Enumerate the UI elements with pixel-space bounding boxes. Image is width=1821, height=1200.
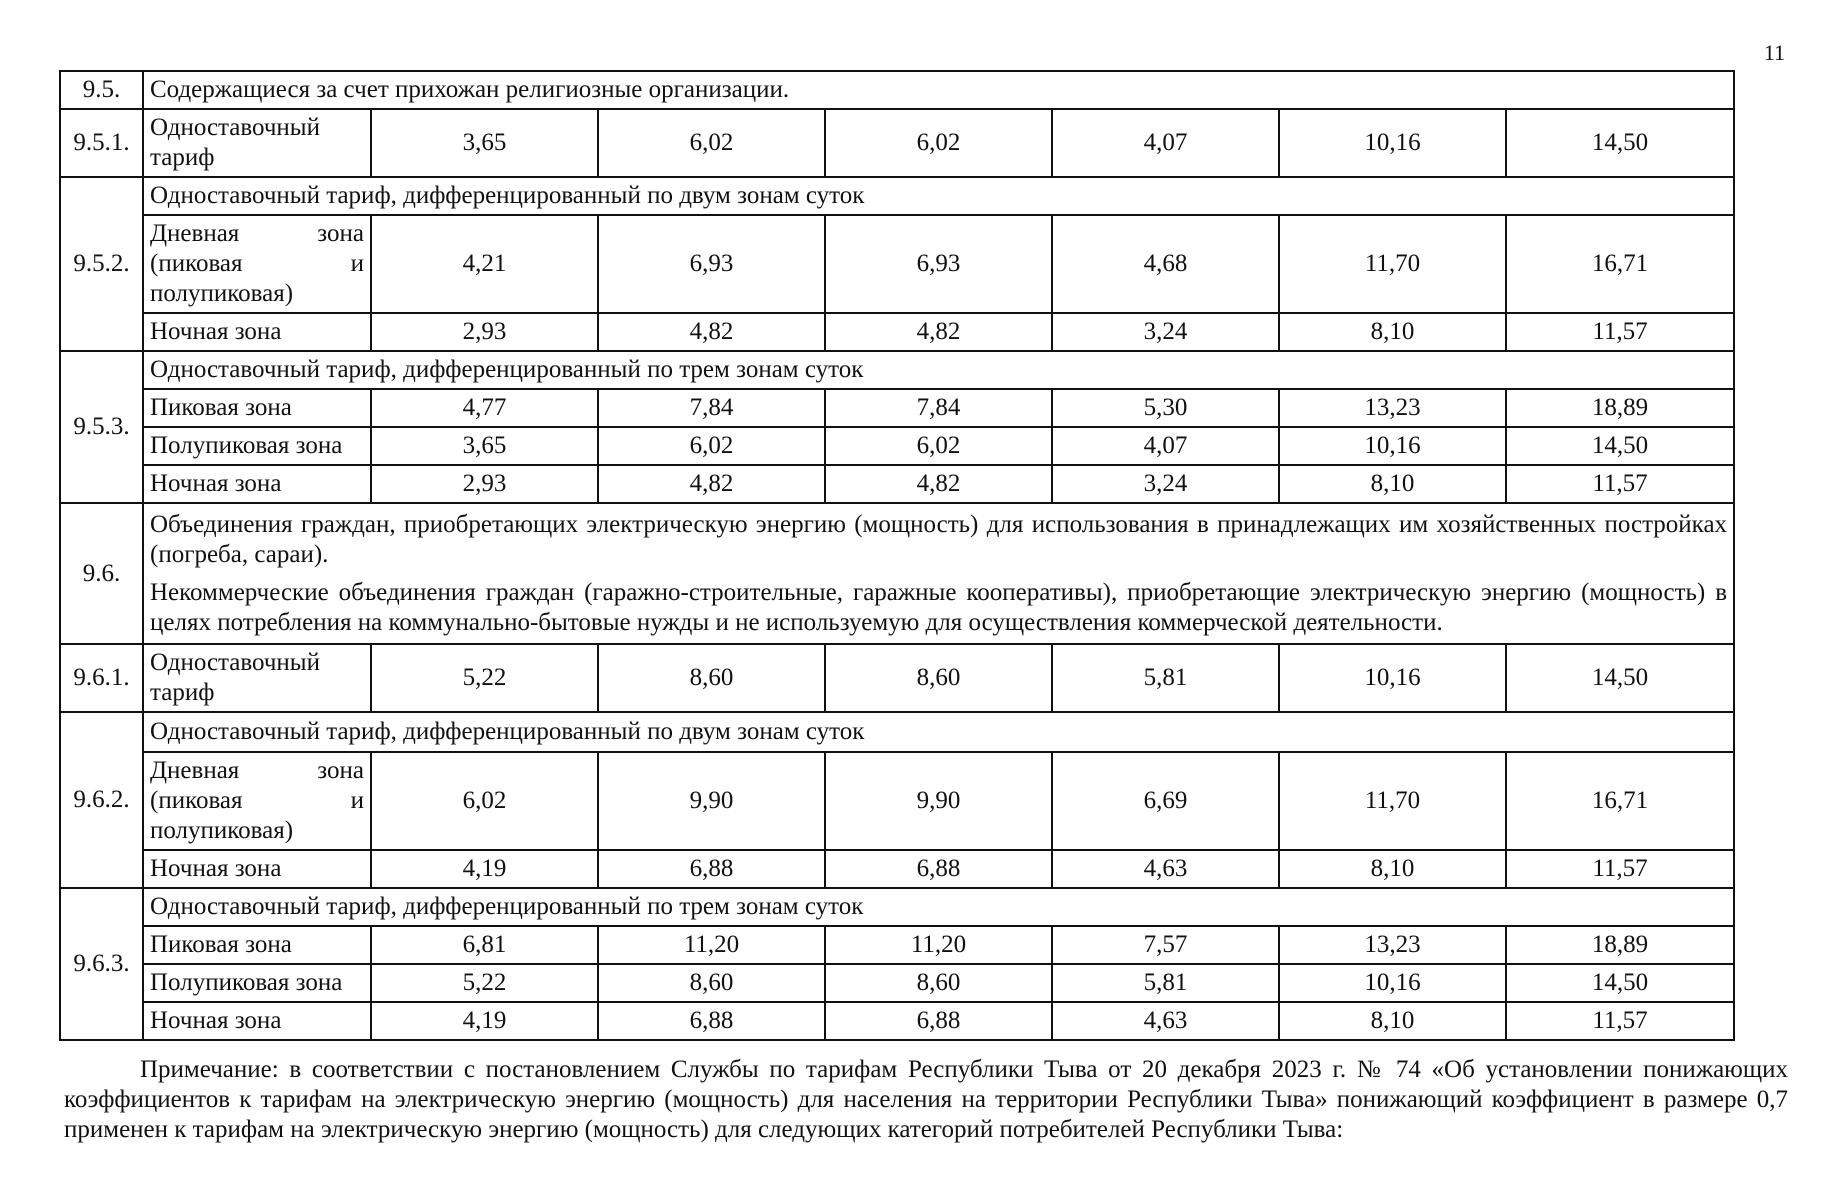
tariff-value: 4,82 bbox=[598, 465, 825, 503]
tariff-name: Полупиковая зона bbox=[143, 427, 371, 465]
tariff-value: 11,57 bbox=[1506, 465, 1734, 503]
tariff-name: Полупиковая зона bbox=[143, 964, 371, 1002]
tariff-value: 8,10 bbox=[1279, 850, 1506, 888]
tariff-name: Ночная зона bbox=[143, 313, 371, 351]
tariff-value: 6,81 bbox=[371, 926, 598, 964]
tariff-value: 6,02 bbox=[598, 109, 825, 177]
table-row bbox=[60, 389, 1734, 427]
tariff-value: 7,84 bbox=[598, 389, 825, 427]
tariff-value: 4,82 bbox=[598, 313, 825, 351]
tariff-value: 14,50 bbox=[1506, 964, 1734, 1002]
tariff-value: 8,60 bbox=[825, 964, 1052, 1002]
table-row bbox=[60, 712, 1734, 752]
tariff-value: 11,70 bbox=[1279, 752, 1506, 850]
row-number: 9.6. bbox=[60, 503, 143, 644]
tariff-name: Одноставочный тариф bbox=[143, 109, 371, 177]
row-number: 9.6.3. bbox=[60, 888, 143, 1040]
tariff-name: Пиковая зона bbox=[143, 926, 371, 964]
tariff-value: 4,21 bbox=[371, 215, 598, 313]
note-paragraph: Примечание: в соответствии с постановлением Службы по тарифам Республики Тыва от 20 декабря 2023 г. № 74 «Об установлении понижающих коэффициентов к тарифам на электрическую энергию (мощность) для населения на территории Республики Тыва» понижающий коэффициент в размере 0,7 применен к тарифам на электрическую энергию (мощность) для следующих категорий потребителей Республики Тыва: bbox=[64, 1056, 1788, 1143]
row-number: 9.5.3. bbox=[60, 351, 143, 503]
tariff-value: 14,50 bbox=[1506, 427, 1734, 465]
tariff-value: 8,10 bbox=[1279, 465, 1506, 503]
tariff-value: 3,24 bbox=[1052, 465, 1279, 503]
tariff-value: 10,16 bbox=[1279, 109, 1506, 177]
tariff-name: Ночная зона bbox=[143, 850, 371, 888]
table-row bbox=[60, 503, 1734, 644]
tariff-value: 5,81 bbox=[1052, 644, 1279, 712]
tariff-value: 13,23 bbox=[1279, 389, 1506, 427]
tariff-value: 14,50 bbox=[1506, 109, 1734, 177]
tariff-value: 8,60 bbox=[598, 644, 825, 712]
row-number: 9.5.1. bbox=[60, 109, 143, 177]
tariff-value: 4,07 bbox=[1052, 109, 1279, 177]
table-row bbox=[60, 752, 1734, 850]
tariff-value: 4,68 bbox=[1052, 215, 1279, 313]
tariff-value: 5,81 bbox=[1052, 964, 1279, 1002]
tariff-value: 6,02 bbox=[825, 427, 1052, 465]
row-number: 9.5.2. bbox=[60, 177, 143, 351]
tariff-value: 6,93 bbox=[598, 215, 825, 313]
category-description bbox=[143, 503, 1734, 644]
table-row bbox=[60, 964, 1734, 1002]
tariff-value: 5,30 bbox=[1052, 389, 1279, 427]
tariff-value: 5,22 bbox=[371, 964, 598, 1002]
tariff-value: 6,93 bbox=[825, 215, 1052, 313]
tariff-value: 4,63 bbox=[1052, 850, 1279, 888]
tariff-value: 6,88 bbox=[598, 850, 825, 888]
row-number: 9.6.1. bbox=[60, 644, 143, 712]
tariff-value: 8,60 bbox=[598, 964, 825, 1002]
tariff-value: 10,16 bbox=[1279, 427, 1506, 465]
tariff-value: 10,16 bbox=[1279, 644, 1506, 712]
tariff-value: 9,90 bbox=[825, 752, 1052, 850]
tariff-value: 6,02 bbox=[825, 109, 1052, 177]
table-row bbox=[60, 215, 1734, 313]
tariff-value: 4,07 bbox=[1052, 427, 1279, 465]
category-title: Содержащиеся за счет прихожан религиозные организации. bbox=[143, 71, 1734, 109]
tariff-value: 4,63 bbox=[1052, 1002, 1279, 1040]
tariff-value: 8,60 bbox=[825, 644, 1052, 712]
tariff-name: Дневная зона (пиковая и полупиковая) bbox=[143, 752, 371, 850]
tariff-value: 10,16 bbox=[1279, 964, 1506, 1002]
tariff-value: 4,82 bbox=[825, 313, 1052, 351]
tariff-value: 13,23 bbox=[1279, 926, 1506, 964]
section-header: Одноставочный тариф, дифференцированный по двум зонам суток bbox=[143, 712, 1734, 752]
tariff-value: 6,02 bbox=[598, 427, 825, 465]
table-row bbox=[60, 109, 1734, 177]
tariff-value: 7,57 bbox=[1052, 926, 1279, 964]
tariff-value: 5,22 bbox=[371, 644, 598, 712]
tariff-value: 6,88 bbox=[825, 850, 1052, 888]
table-row bbox=[60, 427, 1734, 465]
tariff-value: 6,69 bbox=[1052, 752, 1279, 850]
tariff-value: 8,10 bbox=[1279, 1002, 1506, 1040]
category-paragraph: Объединения граждан, приобретающих электрическую энергию (мощность) для использования в принадлежащих им хозяйственных постройках (погреба, сараи). bbox=[150, 510, 1728, 568]
tariff-value: 3,24 bbox=[1052, 313, 1279, 351]
section-header: Одноставочный тариф, дифференцированный по трем зонам суток bbox=[143, 351, 1734, 389]
table-row bbox=[60, 926, 1734, 964]
category-paragraph: Некоммерческие объединения граждан (гаражно-строительные, гаражные кооперативы), приобретающие электрическую энергию (мощность) в целях потребления на коммунально-бытовые нужды и не используемую для осуществления коммерческой деятельности. bbox=[150, 578, 1728, 636]
tariff-value: 11,57 bbox=[1506, 1002, 1734, 1040]
tariff-name: Пиковая зона bbox=[143, 389, 371, 427]
table-row bbox=[60, 1002, 1734, 1040]
tariff-value: 8,10 bbox=[1279, 313, 1506, 351]
tariff-value: 2,93 bbox=[371, 313, 598, 351]
tariff-value: 18,89 bbox=[1506, 926, 1734, 964]
row-number: 9.5. bbox=[60, 71, 143, 109]
tariff-table bbox=[59, 70, 1735, 1041]
table-row bbox=[60, 888, 1734, 926]
page-number: 11 bbox=[1763, 40, 1785, 65]
tariff-value: 16,71 bbox=[1506, 752, 1734, 850]
tariff-value: 7,84 bbox=[825, 389, 1052, 427]
tariff-name: Ночная зона bbox=[143, 465, 371, 503]
tariff-value: 3,65 bbox=[371, 109, 598, 177]
tariff-value: 6,88 bbox=[598, 1002, 825, 1040]
tariff-value: 11,20 bbox=[598, 926, 825, 964]
table-row bbox=[60, 850, 1734, 888]
tariff-value: 6,88 bbox=[825, 1002, 1052, 1040]
table-row bbox=[60, 644, 1734, 712]
tariff-name: Одноставочный тариф bbox=[143, 644, 371, 712]
tariff-value: 11,70 bbox=[1279, 215, 1506, 313]
tariff-name: Дневная зона (пиковая и полупиковая) bbox=[143, 215, 371, 313]
tariff-value: 18,89 bbox=[1506, 389, 1734, 427]
table-row bbox=[60, 465, 1734, 503]
tariff-value: 11,57 bbox=[1506, 313, 1734, 351]
tariff-value: 2,93 bbox=[371, 465, 598, 503]
tariff-value: 4,19 bbox=[371, 1002, 598, 1040]
row-number: 9.6.2. bbox=[60, 712, 143, 888]
tariff-value: 11,20 bbox=[825, 926, 1052, 964]
table-row bbox=[60, 313, 1734, 351]
tariff-value: 9,90 bbox=[598, 752, 825, 850]
table-row bbox=[60, 351, 1734, 389]
table-row bbox=[60, 177, 1734, 215]
tariff-value: 4,77 bbox=[371, 389, 598, 427]
tariff-value: 16,71 bbox=[1506, 215, 1734, 313]
tariff-value: 11,57 bbox=[1506, 850, 1734, 888]
table-row bbox=[60, 71, 1734, 109]
tariff-value: 6,02 bbox=[371, 752, 598, 850]
tariff-value: 3,65 bbox=[371, 427, 598, 465]
tariff-value: 14,50 bbox=[1506, 644, 1734, 712]
tariff-value: 4,19 bbox=[371, 850, 598, 888]
tariff-value: 4,82 bbox=[825, 465, 1052, 503]
section-header: Одноставочный тариф, дифференцированный по трем зонам суток bbox=[143, 888, 1734, 926]
tariff-name: Ночная зона bbox=[143, 1002, 371, 1040]
section-header: Одноставочный тариф, дифференцированный по двум зонам суток bbox=[143, 177, 1734, 215]
